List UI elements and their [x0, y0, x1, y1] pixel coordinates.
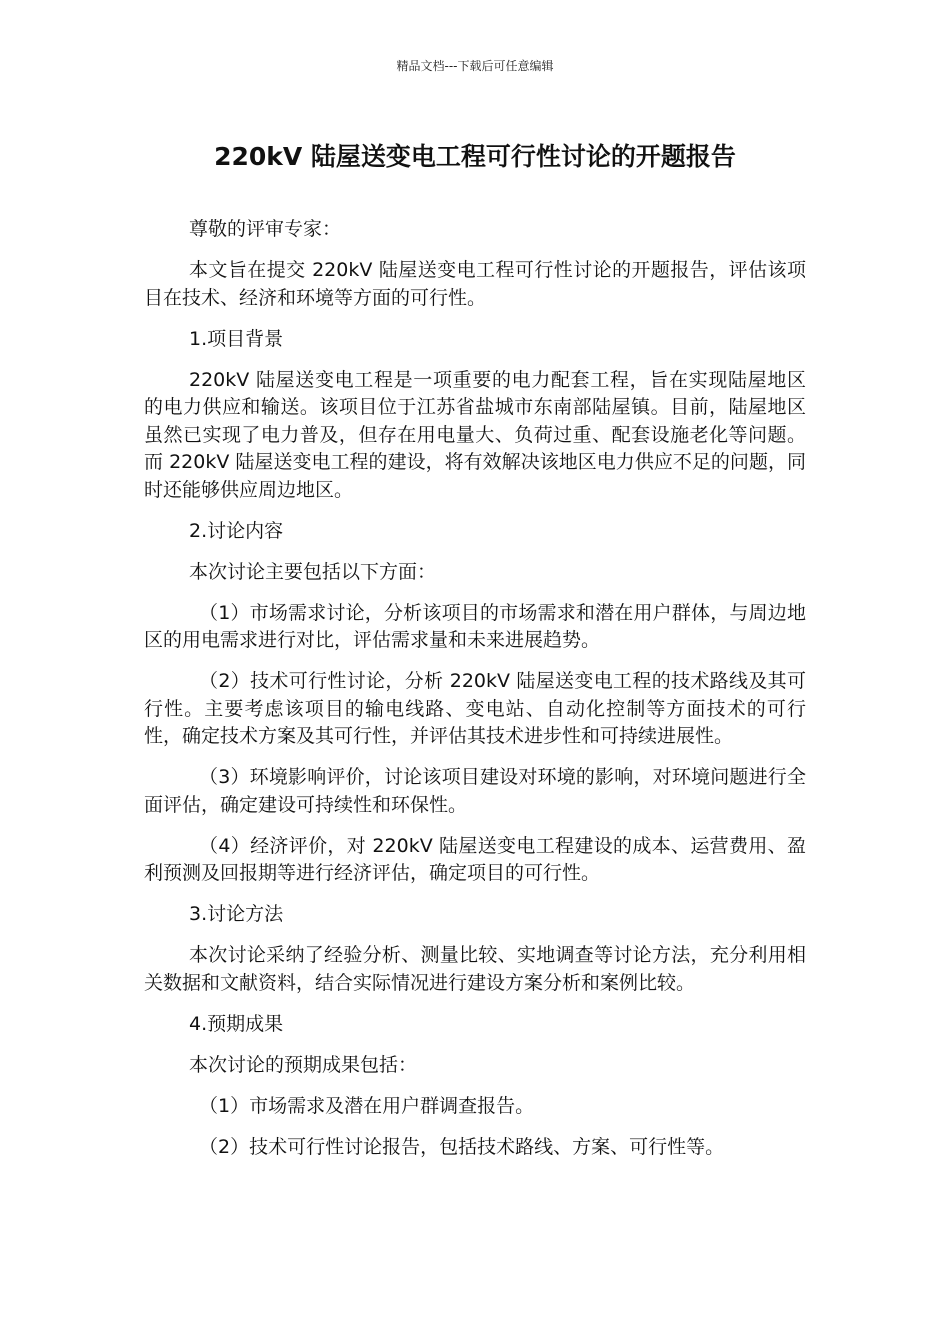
content-item-3: （3）环境影响评价，讨论该项目建设对环境的影响，对环境问题进行全面评估，确定建设可持续性和环保性。 — [144, 766, 806, 816]
document-body — [144, 216, 806, 1175]
section-heading-results: 4.预期成果 — [189, 1012, 284, 1035]
page-header: 精品文档---下载后可任意编辑 — [396, 59, 554, 73]
result-item-1: （1）市场需求及潜在用户群调查报告。 — [199, 1094, 535, 1117]
content-intro: 本次讨论主要包括以下方面： — [189, 560, 437, 583]
document-title: 220kV 陆屋送变电工程可行性讨论的开题报告 — [214, 142, 736, 171]
method-paragraph: 本次讨论采纳了经验分析、测量比较、实地调查等讨论方法，充分利用相关数据和文献资料，结合实际情况进行建设方案分析和案例比较。 — [144, 944, 806, 994]
background-paragraph: 220kV 陆屋送变电工程是一项重要的电力配套工程，旨在实现陆屋地区的电力供应和输送。该项目位于江苏省盐城市东南部陆屋镇。目前，陆屋地区虽然已实现了电力普及，但存在用电量大、负荷过重、配套设施老化等问题。而 220kV 陆屋送变电工程的建设，将有效解决该地区电力供应不足的问题，同时还能够供应周边地区。 — [144, 368, 806, 501]
section-heading-content: 2.讨论内容 — [189, 519, 284, 542]
intro-paragraph: 本文旨在提交 220kV 陆屋送变电工程可行性讨论的开题报告，评估该项目在技术、经济和环境等方面的可行性。 — [144, 259, 806, 309]
content-item-2: （2）技术可行性讨论，分析 220kV 陆屋送变电工程的技术路线及其可行性。主要考虑该项目的输电线路、变电站、自动化控制等方面技术的可行性，确定技术方案及其可行性，并评估其技术进步性和可持续进展性。 — [144, 670, 806, 747]
content-item-4: （4）经济评价，对 220kV 陆屋送变电工程建设的成本、运营费用、盈利预测及回报期等进行经济评估，确定项目的可行性。 — [144, 834, 806, 884]
result-item-2: （2）技术可行性讨论报告，包括技术路线、方案、可行性等。 — [199, 1135, 725, 1158]
content-item-1: （1）市场需求讨论，分析该项目的市场需求和潜在用户群体，与周边地区的用电需求进行对比，评估需求量和未来进展趋势。 — [144, 601, 806, 651]
section-heading-background: 1.项目背景 — [189, 327, 284, 350]
section-heading-method: 3.讨论方法 — [189, 903, 284, 925]
results-intro: 本次讨论的预期成果包括： — [189, 1053, 418, 1076]
salutation: 尊敬的评审专家： — [189, 218, 342, 240]
